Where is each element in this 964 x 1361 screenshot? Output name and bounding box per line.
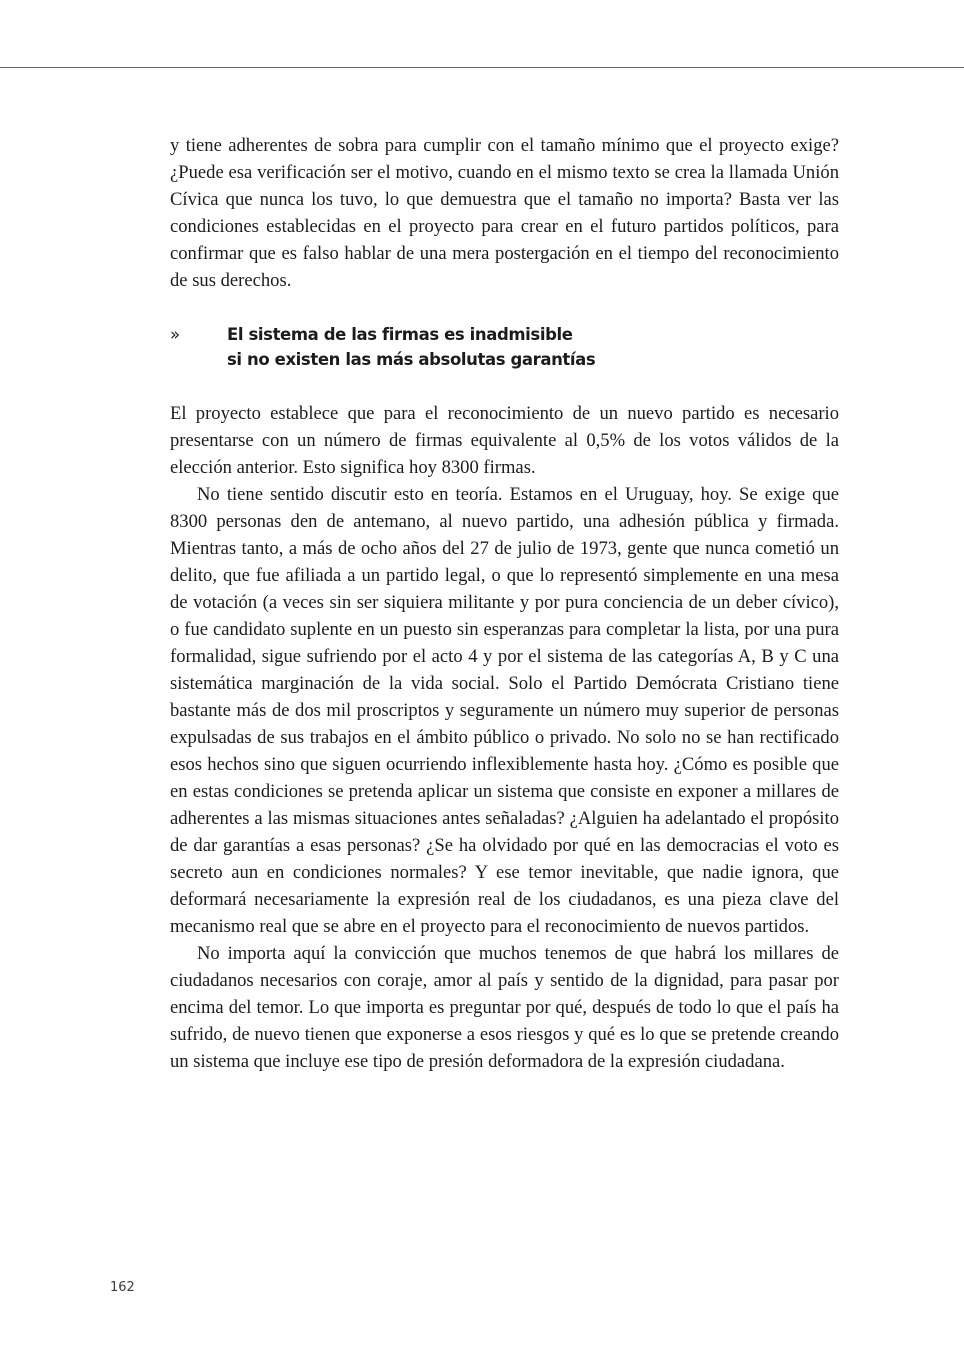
paragraph: El proyecto establece que para el reconocimiento de un nuevo partido es necesario presentarse con un número de firmas equivalente al 0,5% de los votos válidos de la elección anterior. Esto significa hoy 8300 firmas. — [170, 403, 839, 478]
page-number: 162 — [110, 1280, 135, 1295]
section-body — [170, 400, 839, 1075]
paragraph: y tiene adherentes de sobra para cumplir con el tamaño mínimo que el proyecto exige? ¿Puede esa verificación ser el motivo, cuando en el mismo texto se crea la llamada Unión Cívica que nunca los tuvo, lo que demuestra que el tamaño no importa? Basta ver las condiciones establecidas en el proyecto para crear en el futuro partidos políticos, para confirmar que es falso hablar de una mera postergación en el tiempo del reconocimiento de sus derechos. — [170, 135, 839, 291]
paragraph: No importa aquí la convicción que muchos tenemos de que habrá los millares de ciudadanos necesarios con coraje, amor al país y sentido de la dignidad, para pasar por encima del temor. Lo que importa es preguntar por qué, después de todo lo que el país ha sufrido, de nuevo tienen que exponerse a esos riesgos y qué es lo que se pretende creando un sistema que incluye ese tipo de presión deformadora de la expresión ciudadana. — [170, 943, 839, 1072]
paragraph: No tiene sentido discutir esto en teoría. Estamos en el Uruguay, hoy. Se exige que 8300 personas den de antemano, al nuevo partido, una adhesión pública y firmada. Mientras tanto, a más de ocho años del 27 de julio de 1973, gente que nunca cometió un delito, que fue afiliada a un partido legal, o que lo representó simplemente en una mesa de votación (a veces sin ser siquiera militante y por pura conciencia de un deber cívico), o fue candidato suplente en un puesto sin esperanzas para completar la lista, por una pura formalidad, sigue sufriendo por el acto 4 y por el sistema de las categorías A, B y C una sistemática marginación de la vida social. Solo el Partido Demócrata Cristiano tiene bastante más de dos mil proscriptos y seguramente un número muy superior de personas expulsadas de sus trabajos en el ámbito público o privado. No solo no se han rectificado esos hechos sino que siguen ocurriendo inflexiblemente hasta hoy. ¿Cómo es posible que en estas condiciones se pretenda aplicar un sistema que consiste en exponer a millares de adherentes a las mismas situaciones antes señaladas? ¿Alguien ha adelantado el propósito de dar garantías a esas personas? ¿Se ha olvidado por qué en las democracias el voto es secreto aun en condiciones normales? Y ese temor inevitable, que nadie ignora, que deformará necesariamente la expresión real de los ciudadanos, es una pieza clave del mecanismo real que se abre en el proyecto para el reconocimiento de nuevos partidos. — [170, 484, 839, 937]
section-heading-line: El sistema de las firmas es inadmisible — [227, 325, 573, 344]
section-heading-lines — [227, 322, 595, 372]
header-rule — [0, 67, 964, 68]
section-marker-icon: » — [170, 325, 180, 344]
section-heading-line: si no existen las más absolutas garantías — [227, 350, 596, 369]
continuation-text — [170, 132, 839, 294]
